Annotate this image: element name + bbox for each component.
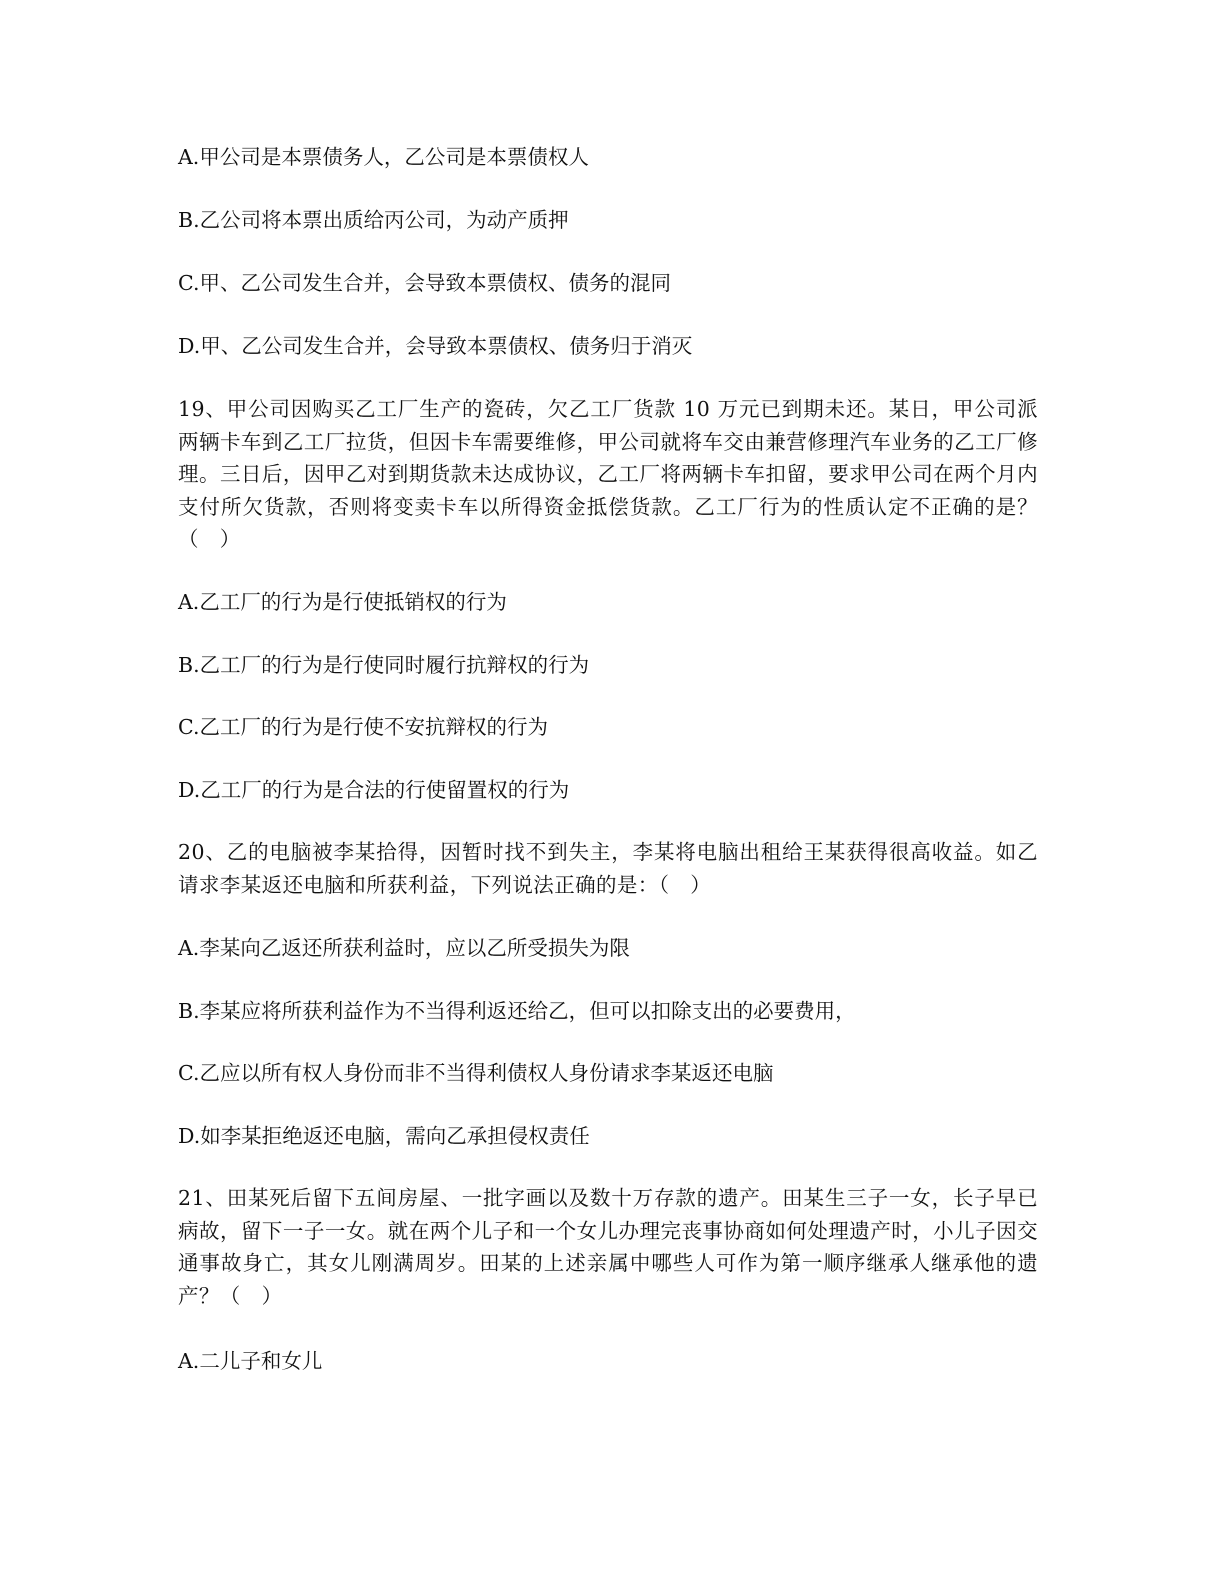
q19-stem: 19、甲公司因购买乙工厂生产的瓷砖，欠乙工厂货款 10 万元已到期未还。某日，甲公司派两辆卡车到乙工厂拉货，但因卡车需要维修，甲公司就将车交由兼营修理汽车业务的乙工厂修理。三日后，因甲乙对到期货款未达成协议，乙工厂将两辆卡车扣留，要求甲公司在两个月内支付所欠货款，否则将变卖卡车以所得资金抵偿货款。乙工厂行为的性质认定不正确的是？（ ） <box>178 397 1038 552</box>
q20-option-b: B.李某应将所获利益作为不当得利返还给乙，但可以扣除支出的必要费用， <box>178 999 856 1023</box>
q20-stem: 20、乙的电脑被李某拾得，因暂时找不到失主，李某将电脑出租给王某获得很高收益。如乙请求李某返还电脑和所获利益，下列说法正确的是：（ ） <box>178 840 1038 897</box>
q18-option-c: C.甲、乙公司发生合并，会导致本票债权、债务的混同 <box>178 271 671 295</box>
q19-option-b: B.乙工厂的行为是行使同时履行抗辩权的行为 <box>178 653 590 677</box>
q21-stem: 21、田某死后留下五间房屋、一批字画以及数十万存款的遗产。田某生三子一女，长子早已病故，留下一子一女。就在两个儿子和一个女儿办理完丧事协商如何处理遗产时，小儿子因交通事故身亡，其女儿刚满周岁。田某的上述亲属中哪些人可作为第一顺序继承人继承他的遗产？（ ） <box>178 1186 1038 1308</box>
q20-option-a: A.李某向乙返还所获利益时，应以乙所受损失为限 <box>178 936 630 960</box>
q21-option-a: A.二儿子和女儿 <box>178 1349 323 1373</box>
q19-option-a: A.乙工厂的行为是行使抵销权的行为 <box>178 590 507 614</box>
q18-option-a: A.甲公司是本票债务人，乙公司是本票债权人 <box>178 145 589 169</box>
q20-option-d: D.如李某拒绝返还电脑，需向乙承担侵权责任 <box>178 1124 590 1148</box>
q18-option-b: B.乙公司将本票出质给丙公司，为动产质押 <box>178 208 569 232</box>
q19-option-c: C.乙工厂的行为是行使不安抗辩权的行为 <box>178 715 548 739</box>
q20-option-c: C.乙应以所有权人身份而非不当得利债权人身份请求李某返还电脑 <box>178 1061 774 1085</box>
q19-option-d: D.乙工厂的行为是合法的行使留置权的行为 <box>178 778 570 802</box>
q18-option-d: D.甲、乙公司发生合并，会导致本票债权、债务归于消灭 <box>178 334 693 358</box>
